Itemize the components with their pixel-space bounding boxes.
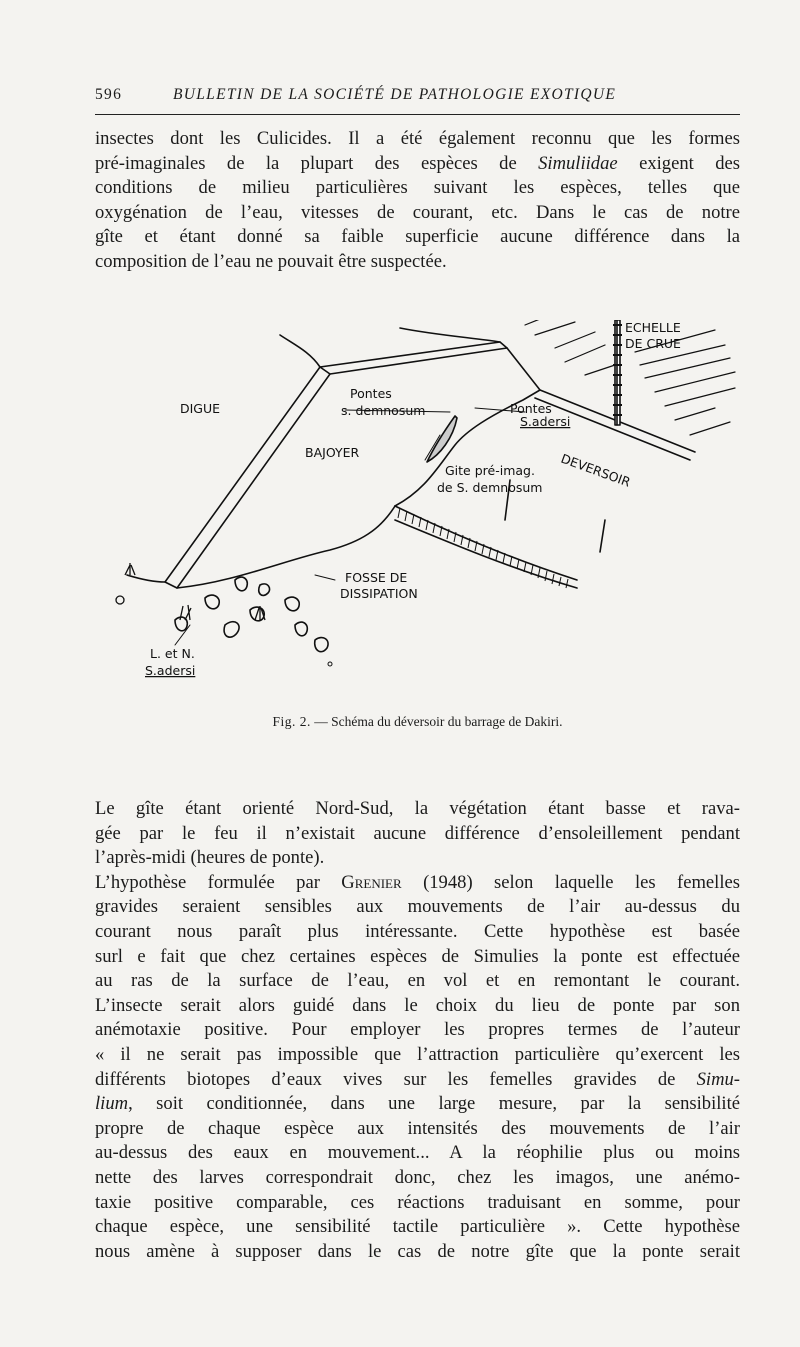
text-line: Le gîte étant orienté Nord-Sud, la végétation étant basse et rava- — [95, 798, 740, 819]
label-echelle-1: ECHELLE — [625, 320, 681, 335]
text-line: courant nous paraît plus intéressante. Cette hypothèse est basée — [95, 920, 740, 942]
digue-top — [320, 342, 507, 374]
text-line: gravides seraient sensibles aux mouvements de l’air au-dessus du — [95, 896, 740, 918]
text-line: l’après-midi (heures de ponte). — [95, 847, 325, 869]
spillway-crest-2 — [535, 398, 690, 460]
pebble — [116, 596, 124, 604]
text-line: composition de l’eau ne pouvait être suspectée. — [95, 250, 447, 272]
taxon-italic: lium — [95, 1093, 129, 1115]
vegetation — [125, 563, 265, 620]
rock — [315, 638, 328, 652]
figure-caption — [95, 714, 740, 730]
taxon-italic: Simuliidae — [538, 152, 618, 174]
rock — [295, 622, 307, 636]
text-line: gîte et étant donné sa faible superficie aucune différence dans la — [95, 226, 740, 248]
text-line: « il ne serait pas impossible que l’attraction particulière qu’exercent les — [95, 1043, 740, 1065]
rock — [235, 577, 247, 591]
label-pontes-demnosum-1: Pontes — [350, 386, 392, 401]
bajoyer-upper — [400, 328, 500, 342]
text-line: gée par le feu il n’existait aucune différence d’ensoleillement pendant — [95, 822, 740, 844]
running-header — [95, 86, 740, 115]
label-digue: DIGUE — [180, 401, 221, 416]
bank-upper — [280, 335, 320, 367]
journal-title: BULLETIN DE LA SOCIÉTÉ DE PATHOLOGIE EXOTIQUE — [173, 86, 617, 103]
spillway-face-2 — [395, 520, 577, 588]
gite-area — [427, 416, 457, 462]
label-gite-2: de S. demnosum — [437, 480, 543, 495]
label-deversoir: DEVERSOIR — [558, 450, 633, 490]
taxon-italic: Simu- — [696, 1068, 740, 1090]
pebble — [328, 662, 332, 666]
text-line: nous amène à supposer dans le cas de notre gîte que la ponte serait — [95, 1240, 740, 1262]
paragraph-1 — [95, 127, 740, 275]
page-number: 596 — [95, 86, 123, 103]
text-line — [95, 1092, 740, 1117]
label-gite-1: Gite pré-imag. — [445, 463, 535, 478]
author-name: Grenier — [341, 871, 402, 893]
text-fragment: , soit conditionnée, dans une large mesure, par la sensibilité — [128, 1093, 740, 1115]
label-bajoyer: BAJOYER — [305, 445, 360, 460]
label-pontes-aders-2: S.adersi — [520, 414, 571, 429]
text-line: surl e fait que chez certaines espèces de Simulies la ponte est effectuée — [95, 945, 740, 967]
text-line: chaque espèce, une sensibilité tactile particulière ». Cette hypothèse — [95, 1216, 740, 1238]
text-line: au-dessus des eaux en mouvement... A la réophilie plus ou moins — [95, 1142, 740, 1164]
text-line: L’insecte serait alors guidé dans le choix du lieu de ponte par son — [95, 994, 740, 1016]
label-pontes-demnosum-2: s. demnosum — [341, 403, 426, 418]
spillway-diagram — [95, 320, 740, 740]
text-fragment: L’hypothèse formulée par — [95, 871, 342, 893]
text-line — [95, 1068, 740, 1093]
caption-text: — Schéma du déversoir du barrage de Dakiri. — [310, 714, 563, 729]
rock — [259, 584, 270, 596]
rock — [285, 597, 299, 611]
text-fragment: différents biotopes d’eaux vives sur les femelles gravides de — [95, 1068, 697, 1090]
label-echelle-2: DE CRUE — [625, 336, 681, 351]
rock — [205, 595, 219, 609]
ground-line — [127, 575, 165, 582]
text-line: conditions de milieu particulières suivant les espèces, telles que — [95, 177, 740, 199]
text-line: oxygénation de l’eau, vitesses de courant, etc. Dans le cas de notre — [95, 201, 740, 223]
label-fosse-1: FOSSE DE — [345, 570, 408, 585]
text-fragment: pré-imaginales de la plupart des espèces de — [95, 152, 539, 174]
flow-arrow — [600, 520, 605, 552]
caption-fig-number: Fig. 2. — [272, 714, 311, 729]
label-pontes-aders-1: Pontes — [510, 401, 552, 416]
text-fragment: exigent des — [617, 152, 740, 174]
spillway-face — [395, 506, 577, 580]
text-line: taxie positive comparable, ces réactions traduisant en somme, pour — [95, 1191, 740, 1213]
text-line — [95, 871, 740, 896]
label-s-adersi: S.adersi — [145, 663, 196, 678]
leader-line — [315, 575, 335, 580]
text-line: propre de chaque espèce aux intensités des mouvements de l’air — [95, 1117, 740, 1139]
paragraph-2 — [95, 797, 740, 1264]
label-let-n: L. et N. — [150, 646, 195, 661]
text-line: anémotaxie positive. Pour employer les propres termes de l’auteur — [95, 1019, 740, 1041]
text-line: insectes dont les Culicides. Il a été également reconnu que les formes — [95, 128, 740, 149]
text-line: au ras de la surface de l’eau, en vol et en remontant le courant. — [95, 970, 740, 992]
text-fragment: (1948) selon laquelle les femelles — [401, 871, 740, 893]
rock — [224, 622, 239, 637]
text-line: nette des larves correspondrait donc, chez les imagos, une anémo- — [95, 1166, 740, 1188]
text-line — [95, 152, 740, 177]
label-fosse-2: DISSIPATION — [340, 586, 418, 601]
